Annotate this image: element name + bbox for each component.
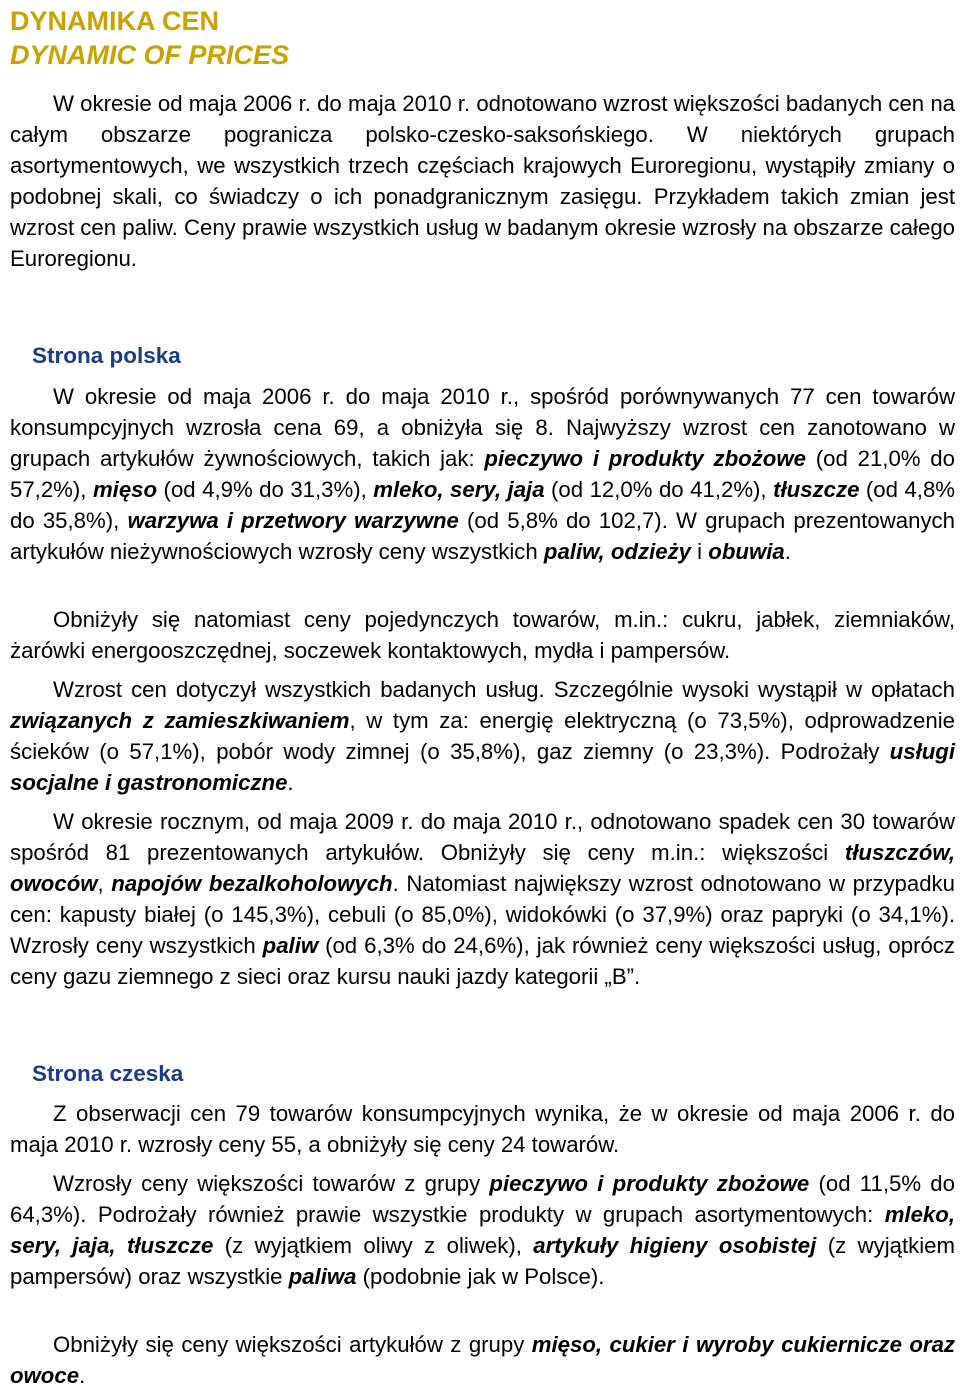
polish-paragraph-2: Obniżyły się natomiast ceny pojedynczych towarów, m.in.: cukru, jabłek, ziemniaków, żarówki energooszczędnej, soczewek kontaktowych, mydła i pampersów. (10, 607, 955, 663)
page-title: DYNAMIKA CEN (10, 6, 219, 36)
polish-paragraph-1: W okresie od maja 2006 r. do maja 2010 r., spośród porównywanych 77 cen towarów konsumpcyjnych wzrosła cena 69, a obniżyła się 8. Najwyższy wzrost cen zanotowano w grupach artykułów żywnościowych, takich jak: pieczywo i produkty zbożowe (od 21,0% do 57,2%), mięso (od 4,9% do 31,3%), mleko, sery, jaja (od 12,0% do 41,2%), tłuszcze (od 4,8% do 35,8%), warzywa i przetwory warzywne (od 5,8% do 102,7). W grupach prezentowanych artykułów nieżywnościowych wzrosły ceny wszystkich paliw, odzieży i obuwia. (10, 384, 956, 564)
intro-paragraph: W okresie od maja 2006 r. do maja 2010 r. odnotowano wzrost większości badanych cen na całym obszarze pogranicza polsko-czesko-saksońskiego. W niektórych grupach asortymentowych, we wszystkich trzech częściach krajowych Euroregionu, wystąpiły zmiany o podobnej skali, co świadczy o ich ponadgranicznym zasięgu. Przykładem takich zmian jest wzrost cen paliw. Ceny prawie wszystkich usług w badanym okresie wzrosły na obszarze całego Euroregionu. (10, 91, 955, 271)
polish-paragraph-4: W okresie rocznym, od maja 2009 r. do maja 2010 r., odnotowano spadek cen 30 towarów spośród 81 prezentowanych artykułów. Obniżyły się ceny m.in.: większości tłuszczów, owoców, napojów bezalkoholowych. Natomiast największy wzrost odnotowano w przypadku cen: kapusty białej (o 145,3%), cebuli (o 85,0%), widokówki (o 37,9%) oraz papryki (o 34,1%). Wzrosły ceny wszystkich paliw (od 6,3% do 24,6%), jak również ceny większości usług, oprócz ceny gazu ziemnego z sieci oraz kursu nauki jazdy kategorii „B”. (10, 809, 955, 989)
czech-paragraph-2: Wzrosły ceny większości towarów z grupy pieczywo i produkty zbożowe (od 11,5% do 64,3%). Podrożały również prawie wszystkie produkty w grupach asortymentowych: mleko, sery, jaja, tłuszcze (z wyjątkiem oliwy z oliwek), artykuły higieny osobistej (z wyjątkiem pampersów) oraz wszystkie paliwa (podobnie jak w Polsce). (10, 1171, 956, 1289)
czech-paragraph-1: Z obserwacji cen 79 towarów konsumpcyjnych wynika, że w okresie od maja 2006 r. do maja 2010 r. wzrosły ceny 55, a obniżyły się ceny 24 towarów. (10, 1101, 955, 1157)
section-heading-czech: Strona czeska (32, 1061, 184, 1086)
section-heading-polish: Strona polska (32, 343, 181, 368)
page-subtitle: DYNAMIC OF PRICES (10, 40, 290, 70)
polish-paragraph-3: Wzrost cen dotyczył wszystkich badanych usług. Szczególnie wysoki wystąpił w opłatach związanych z zamieszkiwaniem, w tym za: energię elektryczną (o 73,5%), odprowadzenie ścieków (o 57,1%), pobór wody zimnej (o 35,8%), gaz ziemny (o 23,3%). Podrożały usługi socjalne i gastronomiczne. (10, 677, 955, 795)
czech-paragraph-3: Obniżyły się ceny większości artykułów z grupy mięso, cukier i wyroby cukiernicze oraz owoce. (10, 1332, 956, 1388)
